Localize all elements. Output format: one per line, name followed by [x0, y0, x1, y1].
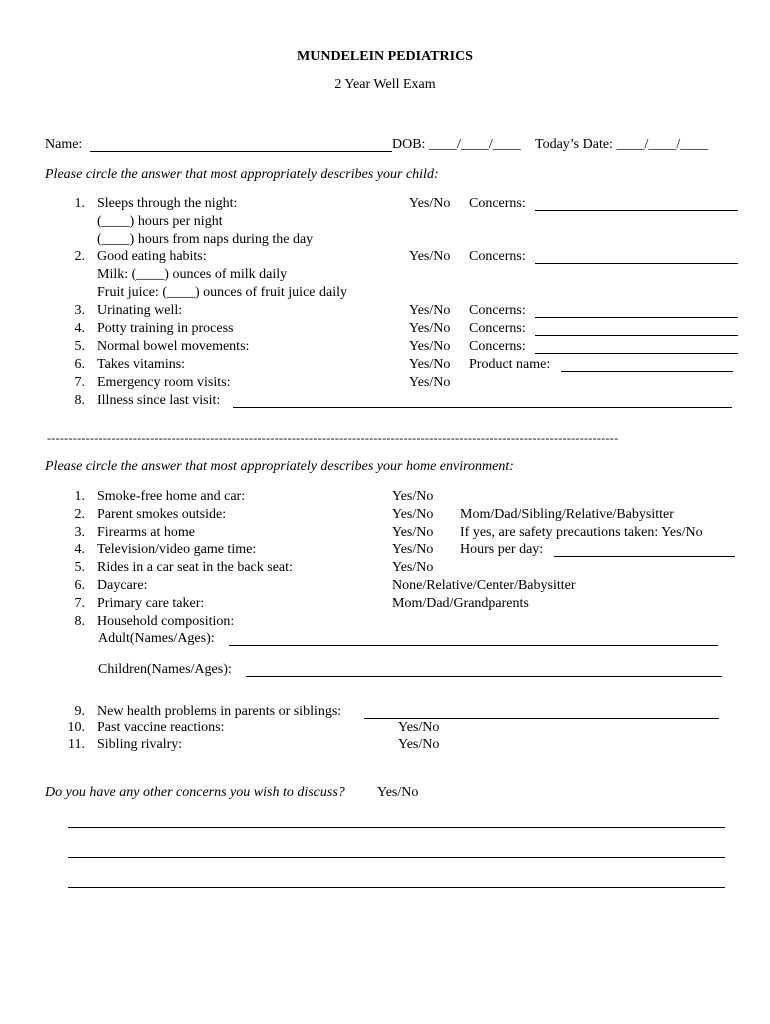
- home-item-label: Daycare:: [97, 578, 148, 593]
- yes-no-answer[interactable]: Yes/No: [409, 357, 451, 372]
- todays-date-label: Today’s Date: ____/____/____: [535, 137, 709, 152]
- practice-title: MUNDELEIN PEDIATRICS: [297, 49, 473, 64]
- child-item-label: Normal bowel movements:: [97, 339, 250, 354]
- child-instruction: Please circle the answer that most appropriately describes your child:: [45, 167, 439, 182]
- child-item-number: 1.: [74, 196, 85, 211]
- name-field[interactable]: [90, 151, 392, 152]
- yes-no-answer[interactable]: Yes/No: [409, 339, 451, 354]
- children-names-label: Children(Names/Ages):: [98, 662, 232, 677]
- yes-no-answer[interactable]: Yes/No: [392, 542, 434, 557]
- children-names-field[interactable]: [246, 676, 722, 677]
- home-item-label: Sibling rivalry:: [97, 737, 183, 752]
- daycare-options[interactable]: None/Relative/Center/Babysitter: [392, 578, 576, 593]
- hours-per-day-label: Hours per day:: [460, 542, 544, 557]
- child-item-number: 5.: [74, 339, 85, 354]
- name-label: Name:: [45, 137, 83, 152]
- child-item-label: Emergency room visits:: [97, 375, 231, 390]
- child-item-label: Illness since last visit:: [97, 393, 221, 408]
- home-item-label: Parent smokes outside:: [97, 507, 227, 522]
- health-problems-field[interactable]: [364, 718, 719, 719]
- concerns-field[interactable]: [535, 210, 738, 211]
- child-sub-item: Fruit juice: (____) ounces of fruit juice daily: [97, 285, 347, 300]
- concerns-label: Concerns:: [469, 249, 526, 264]
- concerns-field[interactable]: [535, 353, 738, 354]
- child-sub-item: (____) hours per night: [97, 214, 223, 229]
- home-item-label: Television/video game time:: [97, 542, 257, 557]
- concerns-field[interactable]: [535, 317, 738, 318]
- home-item-number: 5.: [74, 560, 85, 575]
- home-item-number: 8.: [74, 614, 85, 629]
- home-item-label: Past vaccine reactions:: [97, 720, 225, 735]
- yes-no-answer[interactable]: Yes/No: [409, 375, 451, 390]
- child-item-number: 8.: [74, 393, 85, 408]
- yes-no-answer[interactable]: Yes/No: [392, 560, 434, 575]
- adult-names-label: Adult(Names/Ages):: [98, 631, 215, 646]
- child-item-number: 7.: [74, 375, 85, 390]
- home-item-number: 10.: [67, 720, 85, 735]
- yes-no-answer[interactable]: Yes/No: [392, 525, 434, 540]
- home-item-number: 4.: [74, 542, 85, 557]
- yes-no-answer[interactable]: Yes/No: [377, 785, 419, 800]
- home-instruction: Please circle the answer that most appropriately describes your home environment:: [45, 459, 514, 474]
- yes-no-answer[interactable]: Yes/No: [398, 720, 440, 735]
- child-item-number: 6.: [74, 357, 85, 372]
- concerns-write-line[interactable]: [68, 857, 725, 858]
- home-item-label: Household composition:: [97, 614, 235, 629]
- other-concerns-question: Do you have any other concerns you wish to discuss?: [45, 785, 345, 800]
- product-name-field[interactable]: [561, 371, 733, 372]
- concerns-write-line[interactable]: [68, 827, 725, 828]
- concerns-label: Concerns:: [469, 339, 526, 354]
- illness-field[interactable]: [233, 407, 732, 408]
- home-item-number: 2.: [74, 507, 85, 522]
- exam-title: 2 Year Well Exam: [334, 77, 436, 92]
- caretaker-options[interactable]: Mom/Dad/Grandparents: [392, 596, 529, 611]
- dob-label: DOB: ____/____/____: [392, 137, 521, 152]
- home-item-number: 9.: [74, 704, 85, 719]
- home-item-label: Firearms at home: [97, 525, 195, 540]
- home-item-label: Primary care taker:: [97, 596, 205, 611]
- concerns-write-line[interactable]: [68, 887, 725, 888]
- yes-no-answer[interactable]: Yes/No: [409, 249, 451, 264]
- child-item-number: 4.: [74, 321, 85, 336]
- home-item-number: 6.: [74, 578, 85, 593]
- yes-no-answer[interactable]: Yes/No: [409, 196, 451, 211]
- hours-per-day-field[interactable]: [554, 556, 735, 557]
- adult-names-field[interactable]: [229, 645, 718, 646]
- concerns-label: Concerns:: [469, 303, 526, 318]
- home-item-label: Smoke-free home and car:: [97, 489, 246, 504]
- concerns-field[interactable]: [535, 263, 738, 264]
- product-name-label: Product name:: [469, 357, 551, 372]
- home-item-number: 7.: [74, 596, 85, 611]
- yes-no-answer[interactable]: Yes/No: [398, 737, 440, 752]
- home-item-label: Rides in a car seat in the back seat:: [97, 560, 293, 575]
- child-item-label: Potty training in process: [97, 321, 234, 336]
- home-item-number: 1.: [74, 489, 85, 504]
- child-item-number: 2.: [74, 249, 85, 264]
- yes-no-answer[interactable]: Yes/No: [392, 507, 434, 522]
- smoker-options[interactable]: Mom/Dad/Sibling/Relative/Babysitter: [460, 507, 674, 522]
- home-item-label: New health problems in parents or siblings:: [97, 704, 342, 719]
- section-divider: -------------------------------------------------------------------------------------------------------------------------------------: [47, 431, 619, 445]
- child-item-label: Sleeps through the night:: [97, 196, 238, 211]
- child-item-label: Urinating well:: [97, 303, 183, 318]
- child-sub-item: Milk: (____) ounces of milk daily: [97, 267, 288, 282]
- home-item-number: 3.: [74, 525, 85, 540]
- child-sub-item: (____) hours from naps during the day: [97, 232, 314, 247]
- yes-no-answer[interactable]: Yes/No: [409, 303, 451, 318]
- safety-precautions-question[interactable]: If yes, are safety precautions taken: Yes/No: [460, 525, 703, 540]
- child-item-number: 3.: [74, 303, 85, 318]
- home-item-number: 11.: [68, 737, 85, 752]
- child-item-label: Takes vitamins:: [97, 357, 186, 372]
- child-item-label: Good eating habits:: [97, 249, 207, 264]
- concerns-field[interactable]: [535, 335, 738, 336]
- yes-no-answer[interactable]: Yes/No: [409, 321, 451, 336]
- concerns-label: Concerns:: [469, 321, 526, 336]
- concerns-label: Concerns:: [469, 196, 526, 211]
- yes-no-answer[interactable]: Yes/No: [392, 489, 434, 504]
